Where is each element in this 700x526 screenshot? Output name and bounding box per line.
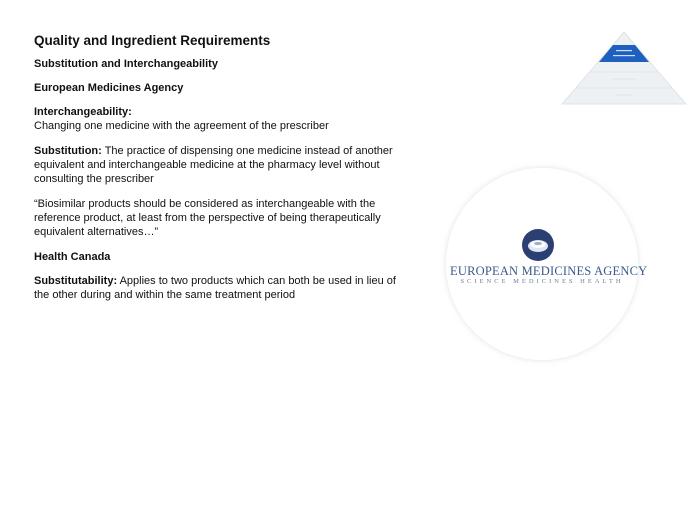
page-subtitle: Substitution and Interchangeability	[34, 58, 218, 70]
health-canada-heading: Health Canada	[34, 251, 111, 263]
interchangeability-definition	[34, 105, 414, 133]
ema-logo-name: EUROPEAN MEDICINES AGENCY	[450, 264, 648, 278]
ema-emblem-icon	[521, 228, 555, 262]
substitution-label: Substitution:	[34, 145, 102, 157]
pyramid-highlight-text	[616, 50, 632, 51]
interchangeability-text: Changing one medicine with the agreement of the prescriber	[34, 120, 329, 132]
pyramid-highlight-tier	[599, 45, 649, 62]
substitutability-label: Substitutability:	[34, 275, 118, 287]
ema-heading: European Medicines Agency	[34, 82, 184, 94]
substitution-text: The practice of dispensing one medicine instead of another equivalent and interchangeable medicine at the pharmacy level without consulting the prescriber	[34, 145, 393, 185]
pyramid-highlight-text	[613, 55, 635, 56]
interchangeability-label: Interchangeability:	[34, 106, 132, 118]
substitutability-definition	[34, 274, 414, 302]
ema-logo-tagline: SCIENCE MEDICINES HEALTH	[460, 278, 624, 285]
main-content	[34, 33, 414, 313]
substitutability-text: Applies to two products which can both be used in lieu of the other during and within the same treatment period	[34, 275, 396, 301]
pyramid-thumbnail	[560, 30, 688, 106]
pyramid-tier-text	[612, 78, 636, 80]
pyramid-base-shape	[562, 32, 686, 104]
page-title: Quality and Ingredient Requirements	[34, 33, 271, 48]
pyramid-tier-text	[616, 94, 632, 96]
substitution-definition	[34, 144, 414, 186]
biosimilar-quote: “Biosimilar products should be considered as interchangeable with the reference product, at least from the perspective of being therapeutically equivalent alternatives…”	[34, 198, 381, 238]
